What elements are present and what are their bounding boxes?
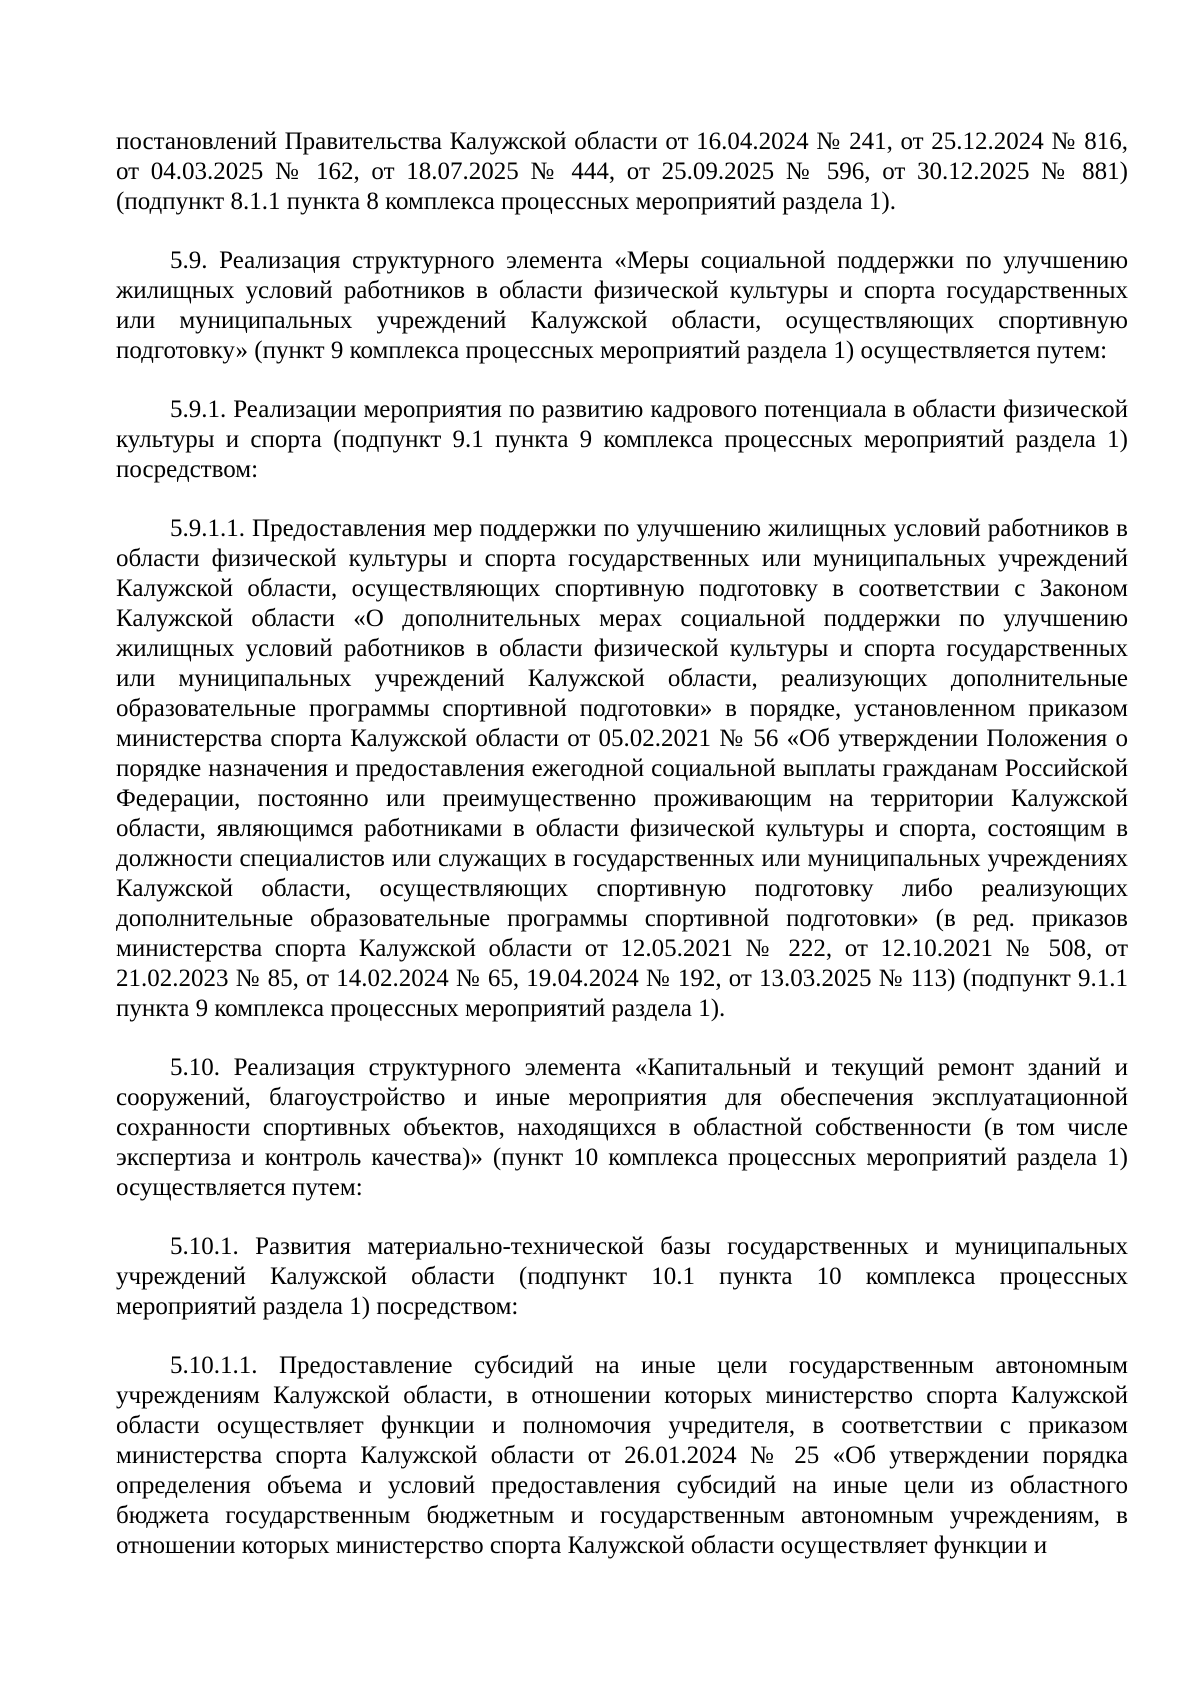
paragraph-5-10: 5.10. Реализация структурного элемента «Капитальный и текущий ремонт зданий и сооружений, благоустройство и иные мероприятия для обеспечения эксплуатационной сохранности спортивных объектов, находящихся в областной собственности (в том числе экспертиза и контроль качества)» (пункт 10 комплекса процессных мероприятий раздела 1) осуществляется путем: <box>116 1054 1128 1201</box>
paragraph-5-9: 5.9. Реализация структурного элемента «Меры социальной поддержки по улучшению жилищных условий работников в области физической культуры и спорта государственных или муниципальных учреждений Калужской области, осуществляющих спортивную подготовку» (пункт 9 комплекса процессных мероприятий раздела 1) осуществляется путем: <box>116 247 1128 364</box>
paragraph-5-10-1-1: 5.10.1.1. Предоставление субсидий на иные цели государственным автономным учреждениям Калужской области, в отношении которых министерство спорта Калужской области осуществляет функции и полномочия учредителя, в соответствии с приказом министерства спорта Калужской области от 26.01.2024 № 25 «Об утверждении порядка определения объема и условий предоставления субсидий на иные цели из областного бюджета государственным бюджетным и государственным автономным учреждениям, в отношении которых министерство спорта Калужской области осуществляет функции и <box>116 1352 1128 1559</box>
paragraph-5-9-1-1: 5.9.1.1. Предоставления мер поддержки по улучшению жилищных условий работников в области физической культуры и спорта государственных или муниципальных учреждений Калужской области, осуществляющих спортивную подготовку в соответствии с Законом Калужской области «О дополнительных мерах социальной поддержки по улучшению жилищных условий работников в области физической культуры и спорта государственных или муниципальных учреждений Калужской области, реализующих дополнительные образовательные программы спортивной подготовки» в порядке, установленном приказом министерства спорта Калужской области от 05.02.2021 № 56 «Об утверждении Положения о порядке назначения и предоставления ежегодной социальной выплаты гражданам Российской Федерации, постоянно или преимущественно проживающим на территории Калужской области, являющимся работниками в области физической культуры и спорта, состоящим в должности специалистов или служащих в государственных или муниципальных учреждениях Калужской области, осуществляющих спортивную подготовку либо реализующих дополнительные образовательные программы спортивной подготовки» (в ред. приказов министерства спорта Калужской области от 12.05.2021 № 222, от 12.10.2021 № 508, от 21.02.2023 № 85, от 14.02.2024 № 65, 19.04.2024 № 192, от 13.03.2025 № 113) (подпункт 9.1.1 пункта 9 комплекса процессных мероприятий раздела 1). <box>116 515 1128 1022</box>
paragraph-continuation: постановлений Правительства Калужской области от 16.04.2024 № 241, от 25.12.2024 № 816, от 04.03.2025 № 162, от 18.07.2025 № 444, от 25.09.2025 № 596, от 30.12.2025 № 881) (подпункт 8.1.1 пункта 8 комплекса процессных мероприятий раздела 1). <box>116 128 1128 215</box>
paragraph-5-9-1: 5.9.1. Реализации мероприятия по развитию кадрового потенциала в области физической культуры и спорта (подпункт 9.1 пункта 9 комплекса процессных мероприятий раздела 1) посредством: <box>116 396 1128 483</box>
paragraph-5-10-1: 5.10.1. Развития материально-технической базы государственных и муниципальных учреждений Калужской области (подпункт 10.1 пункта 10 комплекса процессных мероприятий раздела 1) посредством: <box>116 1233 1128 1320</box>
